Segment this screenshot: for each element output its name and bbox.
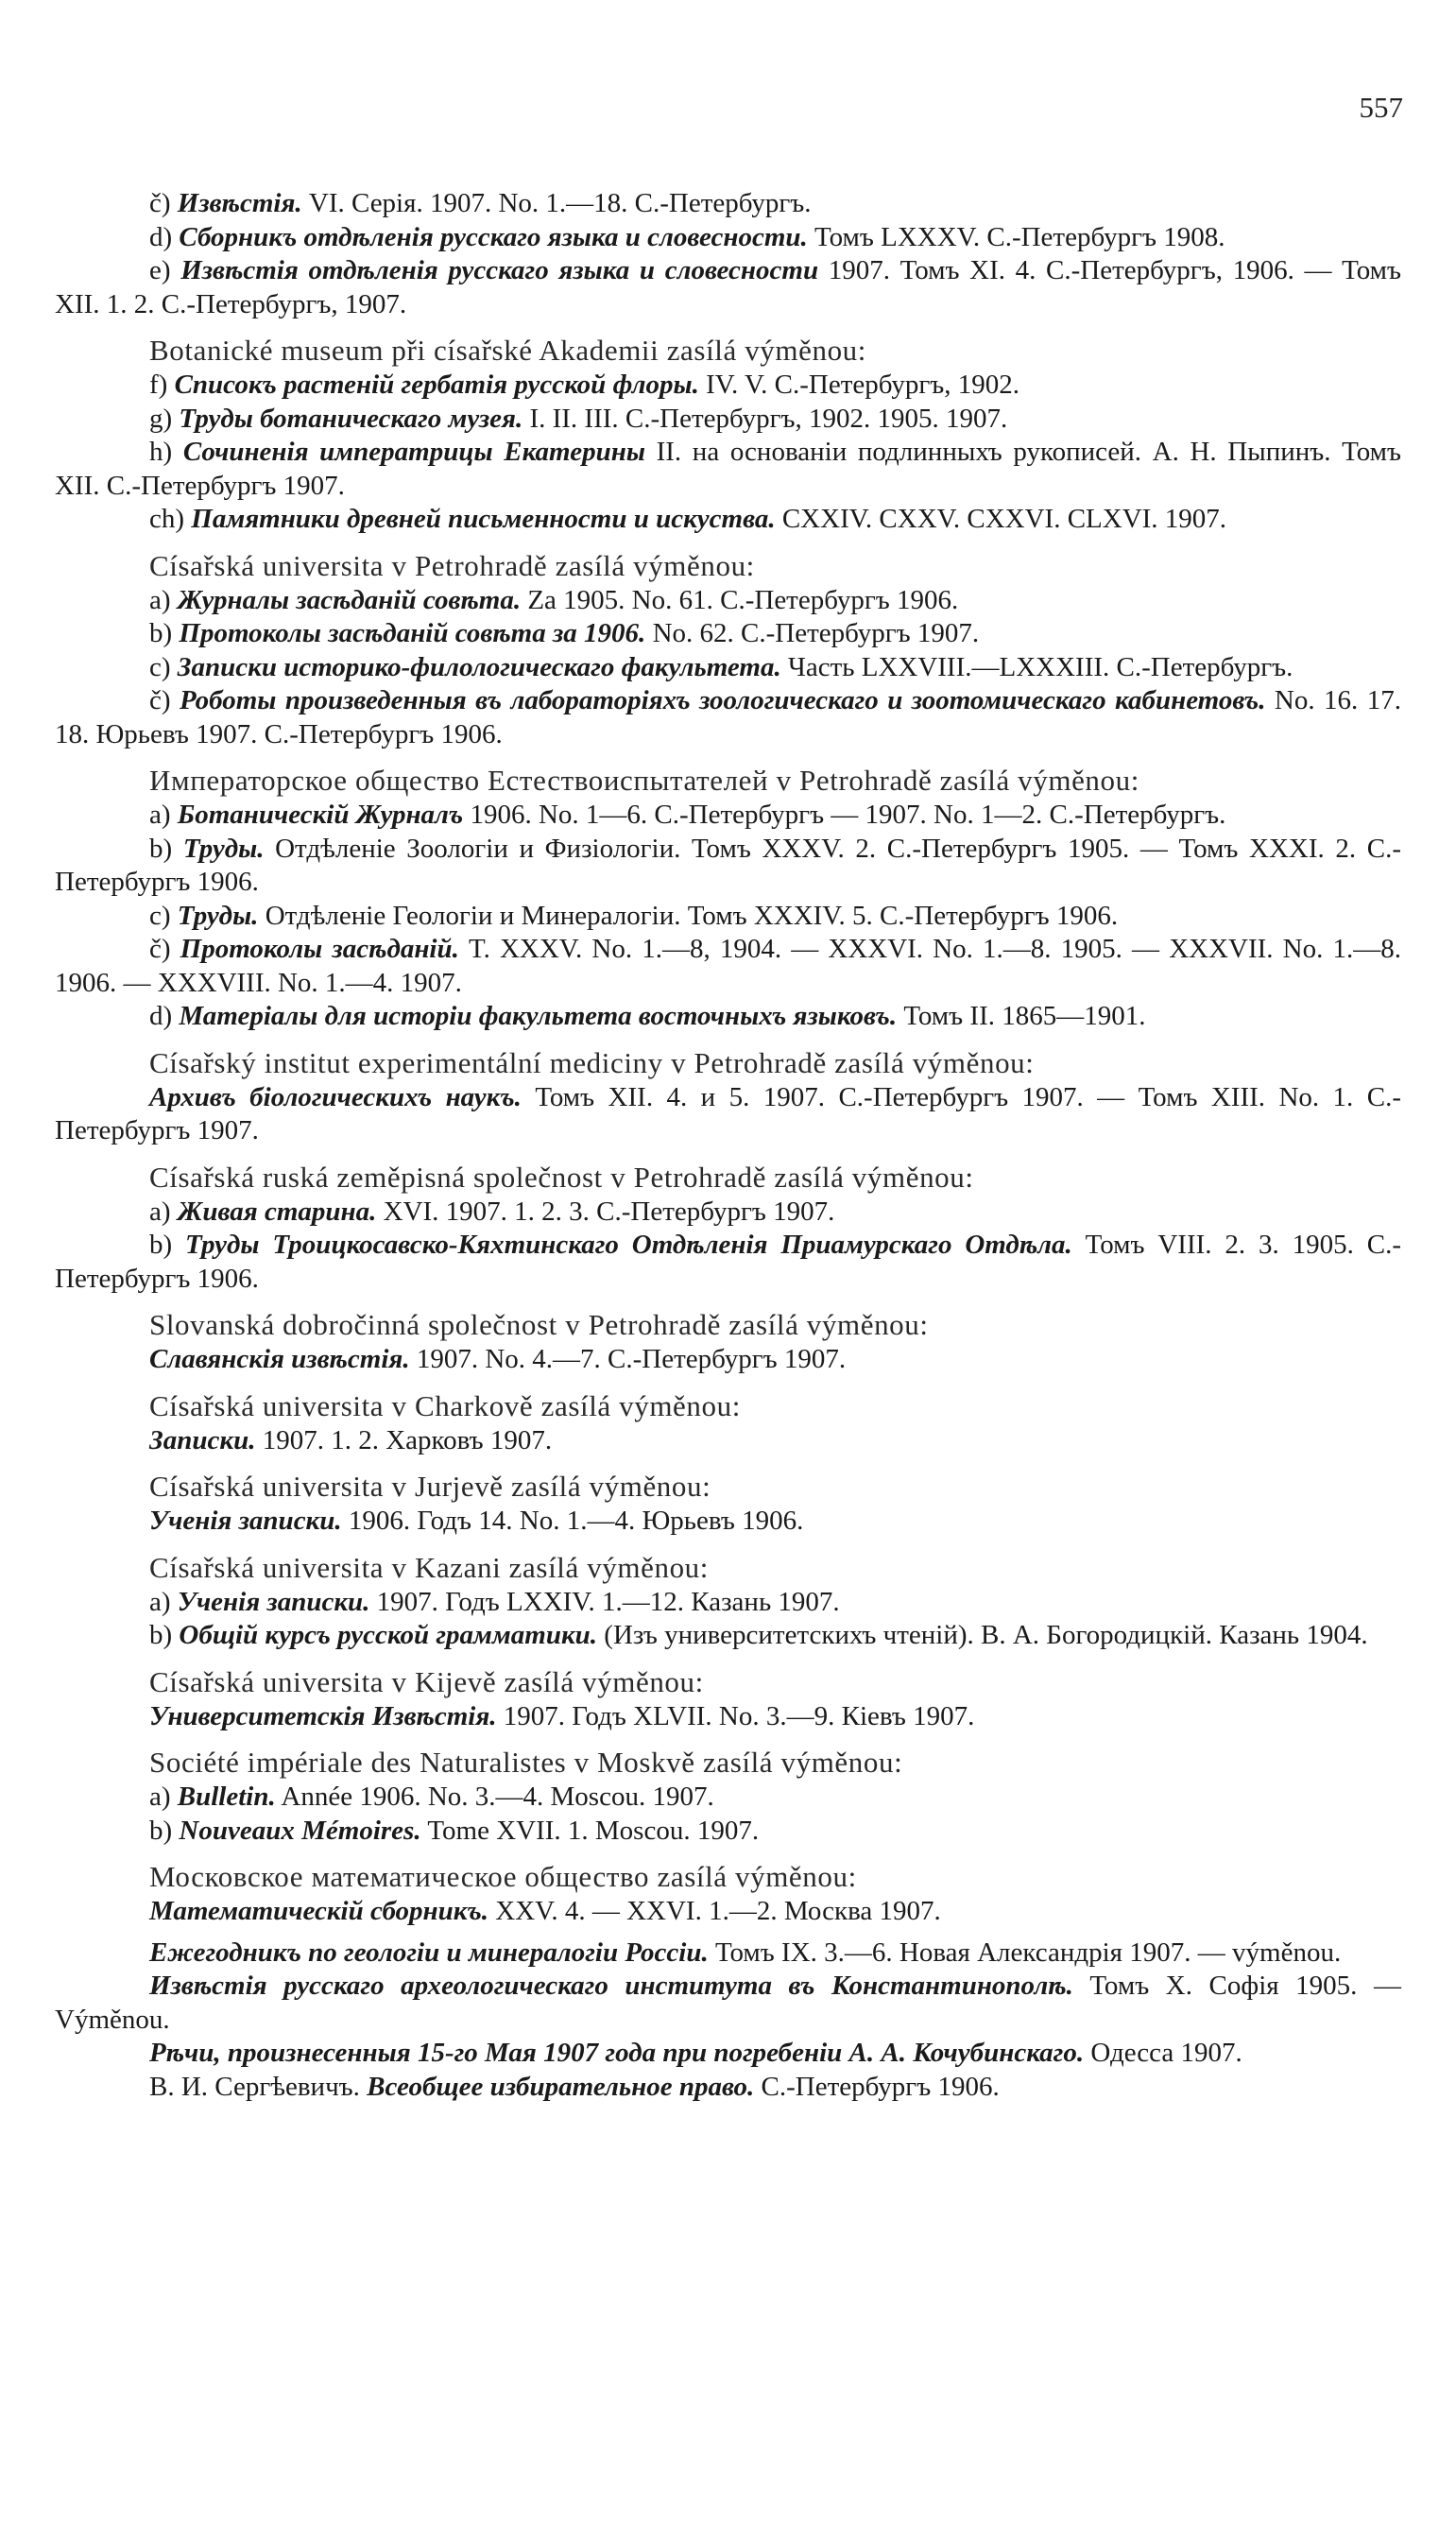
list-item <box>55 2037 1401 2071</box>
entry-label: В. И. Сергѣевичъ. <box>149 2071 360 2102</box>
page-number: 557 <box>1359 91 1403 124</box>
section-heading: Botanické museum při císařské Akademii zasílá výměnou: <box>149 334 866 367</box>
entry-title: Славянскія извѣстія. <box>149 1344 410 1374</box>
entry-title: Роботы произведенныя въ лабораторіяхъ зоологическаго и зоотомическаго кабинетовъ. <box>179 685 1266 715</box>
entry-title: Извѣстія. <box>177 188 302 218</box>
entry-label: a) <box>149 584 171 615</box>
entry-details: II. на основаніи подлинныхъ рукописей. А. Н. Пыпинъ. Томъ XII. С.-Петербургъ 1907. <box>55 437 1401 501</box>
list-item <box>55 1619 1401 1653</box>
entry-label: a) <box>149 1586 171 1617</box>
list-item <box>55 1895 1401 1929</box>
section-heading: Slovanská dobročinná společnost v Petrohradě zasílá výměnou: <box>149 1308 929 1341</box>
list-item <box>55 1937 1401 1971</box>
list-item <box>55 2071 1401 2105</box>
entry-details: T. XXXV. No. 1.—8, 1904. — XXXVI. No. 1.—8. 1905. — XXXVII. No. 1.—8. 1906. — XXXVIII. No. 1.—4. 1907. <box>55 934 1401 998</box>
list-item <box>55 684 1401 751</box>
entry-title: Рѣчи, произнесенныя 15-го Мая 1907 года при погребеніи А. А. Кочубинскаго. <box>149 2038 1085 2068</box>
list-item <box>55 617 1401 651</box>
section-heading: Císařská universita v Jurjevě zasílá výměnou: <box>149 1470 711 1503</box>
list-item <box>55 221 1401 255</box>
entry-title: Протоколы засѣданій совѣта за 1906. <box>179 618 646 648</box>
list-item <box>55 833 1401 900</box>
entry-details: Tome XVII. 1. Moscou. 1907. <box>427 1815 760 1846</box>
entry-label: č) <box>149 188 171 218</box>
section-jurjev-university <box>55 1469 1401 1539</box>
entry-details: No. 16. 17. 18. Юрьевъ 1907. С.-Петербургъ 1906. <box>55 685 1402 749</box>
entry-title: Математическій сборникъ. <box>149 1896 489 1926</box>
entry-label: b) <box>149 833 173 864</box>
section-moscow-mathematical-society <box>55 1859 1401 1929</box>
entry-label: č) <box>149 934 171 964</box>
entry-details: Томъ IX. 3.—6. Новая Александрія 1907. — výměnou. <box>714 1937 1342 1968</box>
entry-details: Часть LXXVIII.—LXXXIII. С.-Петербургъ. <box>787 651 1293 682</box>
entry-details: Za 1905. No. 61. С.-Петербургъ 1906. <box>527 584 959 615</box>
section-heading: Císařská universita v Kijevě zasílá výměnou: <box>149 1664 704 1698</box>
entry-label: b) <box>149 1815 173 1846</box>
entry-details: 1907. 1. 2. Харковъ 1907. <box>262 1424 553 1455</box>
entry-title: Ученія записки. <box>149 1506 342 1536</box>
entry-title: Ученія записки. <box>177 1586 370 1617</box>
entry-details: С.-Петербургъ 1906. <box>761 2071 1000 2102</box>
entry-title: Труды. <box>177 900 259 931</box>
entry-title: Извѣстія отдѣленія русскаго языка и словесности <box>180 255 819 285</box>
list-item <box>55 436 1401 503</box>
entry-label: e) <box>149 255 171 285</box>
section-kiev-university <box>55 1664 1401 1734</box>
section-naturalists-society <box>55 763 1401 1034</box>
entry-details: I. II. III. С.-Петербургъ, 1902. 1905. 1907. <box>529 403 1008 434</box>
entry-details: Томъ LXXXV. С.-Петербургъ 1908. <box>814 221 1225 252</box>
entry-details: Томъ VIII. 2. 3. 1905. С.-Петербургъ 1906. <box>55 1230 1401 1294</box>
entry-title: Списокъ растеній гербатія русской флоры. <box>174 370 699 400</box>
list-item <box>55 1970 1401 2037</box>
section-slavonic-society <box>55 1307 1401 1377</box>
list-item <box>55 900 1401 934</box>
entry-details: 1906. No. 1—6. С.-Петербургъ — 1907. No. 1—2. С.-Петербургъ. <box>470 800 1226 830</box>
list-item <box>55 1229 1401 1296</box>
entry-label: a) <box>149 1196 171 1227</box>
entry-title: Труды ботаническаго музея. <box>179 403 523 434</box>
entry-details: 1907. Томъ XI. 4. С.-Петербургъ, 1906. — Томъ XII. 1. 2. С.-Петербургъ, 1907. <box>55 255 1401 319</box>
section-heading: Société impériale des Naturalistes v Moskvě zasílá výměnou: <box>149 1746 903 1779</box>
entry-title: Ежегодникъ по геологіи и минералогіи Россіи. <box>149 1937 709 1968</box>
list-item <box>55 1815 1401 1849</box>
entry-details: Томъ X. Софія 1905. — Výměnou. <box>55 1971 1401 2035</box>
entry-title: Труды Троицкосавско-Кяхтинскаго Отдѣленія Приамурскаго Отдѣла. <box>185 1230 1072 1260</box>
entry-title: Университетскія Извѣстія. <box>149 1700 497 1731</box>
list-item <box>55 187 1401 221</box>
list-item <box>55 503 1401 537</box>
entry-details: IV. V. С.-Петербургъ, 1902. <box>706 370 1020 400</box>
entry-title: Nouveaux Mémoires. <box>179 1815 421 1846</box>
entry-title: Архивъ біологическихъ наукъ. <box>149 1081 522 1112</box>
entry-details: XVI. 1907. 1. 2. 3. С.-Петербургъ 1907. <box>383 1196 835 1227</box>
entry-label: b) <box>149 1620 173 1650</box>
entry-title: Общій курсъ русской грамматики. <box>179 1620 598 1650</box>
entry-details: Томъ XII. 4. и 5. 1907. С.-Петербургъ 1907. — Томъ XIII. No. 1. С.-Петербургъ 1907. <box>55 1081 1401 1145</box>
entry-details: Томъ II. 1865—1901. <box>903 1001 1146 1031</box>
entry-title: Сочиненія императрицы Екатерины <box>182 437 645 467</box>
entry-title: Живая старина. <box>177 1196 377 1227</box>
entry-label: d) <box>149 221 173 252</box>
entry-title: Журналы засѣданій совѣта. <box>177 584 522 615</box>
section-academy-continued <box>55 187 1401 321</box>
entry-label: a) <box>149 800 171 830</box>
section-moscow-naturalists <box>55 1745 1401 1848</box>
entry-details: Одесса 1907. <box>1090 2038 1242 2068</box>
entry-details: 1907. Годъ LXXIV. 1.—12. Казань 1907. <box>376 1586 840 1617</box>
list-item <box>55 254 1401 321</box>
entry-details: Отдѣленіе Геологіи и Минералогіи. Томъ XXXIV. 5. С.-Петербургъ 1906. <box>265 900 1119 931</box>
section-heading: Císařská universita v Petrohradě zasílá výměnou: <box>149 548 755 582</box>
entry-title: Труды. <box>182 833 265 864</box>
section-botanical-museum <box>55 333 1401 537</box>
section-experimental-medicine <box>55 1045 1401 1148</box>
list-item <box>55 1343 1401 1377</box>
list-item <box>55 651 1401 685</box>
entry-title: Матеріалы для исторіи факультета восточныхъ языковъ. <box>179 1001 898 1031</box>
entry-title: Сборникъ отдѣленія русскаго языка и словесности. <box>179 221 808 252</box>
entry-details: (Изъ университетскихъ чтеній). В. А. Богородицкій. Казань 1904. <box>604 1620 1368 1650</box>
section-heading: Императорское общество Естествоиспытателей v Petrohradě zasílá výměnou: <box>149 764 1139 797</box>
entry-label: b) <box>149 1230 173 1260</box>
section-miscellaneous <box>55 1937 1401 2105</box>
entry-title: Протоколы засѣданій. <box>180 934 459 964</box>
entry-details: VI. Серія. 1907. No. 1.—18. С.-Петербургъ. <box>308 188 812 218</box>
list-item <box>55 403 1401 437</box>
entry-details: No. 62. С.-Петербургъ 1907. <box>652 618 980 648</box>
entry-label: h) <box>149 437 173 467</box>
list-item <box>55 1081 1401 1148</box>
list-item <box>55 1586 1401 1620</box>
entry-label: f) <box>149 370 168 400</box>
entry-title: Ботаническій Журналъ <box>177 800 464 830</box>
entry-label: b) <box>149 618 173 648</box>
list-item <box>55 799 1401 833</box>
section-kharkov-university <box>55 1388 1401 1458</box>
list-item <box>55 1000 1401 1034</box>
entry-title: Bulletin. <box>177 1782 276 1812</box>
entry-details: CXXIV. CXXV. CXXVI. CLXVI. 1907. <box>781 504 1227 534</box>
section-geographic-society <box>55 1160 1401 1297</box>
entry-details: 1907. No. 4.—7. С.-Петербургъ 1907. <box>416 1344 847 1374</box>
list-item <box>55 1424 1401 1458</box>
entry-title: Извѣстія русскаго археологическаго института въ Константинополѣ. <box>149 1971 1073 2001</box>
entry-details: Отдѣленіе Зоологіи и Физіологіи. Томъ XXXV. 2. С.-Петербургъ 1905. — Томъ XXXI. 2. С.-Петербургъ 1906. <box>55 833 1402 897</box>
entry-label: d) <box>149 1001 173 1031</box>
list-item <box>55 1700 1401 1734</box>
entry-label: a) <box>149 1782 171 1812</box>
entry-details: Année 1906. No. 3.—4. Moscou. 1907. <box>281 1782 714 1812</box>
section-kazan-university <box>55 1550 1401 1653</box>
section-heading: Císařská ruská zeměpisná společnost v Petrohradě zasílá výměnou: <box>149 1160 974 1194</box>
page-body <box>55 180 1401 2104</box>
entry-label: c) <box>149 651 171 682</box>
list-item <box>55 1505 1401 1539</box>
entry-details: XXV. 4. — XXVI. 1.—2. Москва 1907. <box>495 1896 941 1926</box>
entry-details: 1907. Годъ XLVII. No. 3.—9. Кіевъ 1907. <box>503 1700 975 1731</box>
entry-title: Записки историко-филологическаго факультета. <box>177 651 781 682</box>
entry-label: g) <box>149 403 173 434</box>
entry-details: 1906. Годъ 14. No. 1.—4. Юрьевъ 1906. <box>348 1506 804 1536</box>
entry-label: c) <box>149 900 171 931</box>
section-petrograd-university <box>55 548 1401 752</box>
entry-title: Памятники древней письменности и искуства. <box>191 504 776 534</box>
section-heading: Císařská universita v Kazani zasílá výměnou: <box>149 1550 709 1584</box>
list-item <box>55 1196 1401 1230</box>
list-item <box>55 369 1401 403</box>
section-heading: Císařský institut experimentální mediciny v Petrohradě zasílá výměnou: <box>149 1045 1035 1079</box>
entry-title: Записки. <box>149 1424 256 1455</box>
list-item <box>55 584 1401 618</box>
entry-title: Всеобщее избирательное право. <box>367 2071 755 2102</box>
section-heading: Císařská universita v Charkově zasílá výměnou: <box>149 1388 741 1422</box>
list-item <box>55 933 1401 1000</box>
entry-label: ch) <box>149 504 185 534</box>
entry-label: č) <box>149 685 171 715</box>
section-heading: Московское математическое общество zasílá výměnou: <box>149 1860 857 1893</box>
list-item <box>55 1781 1401 1815</box>
